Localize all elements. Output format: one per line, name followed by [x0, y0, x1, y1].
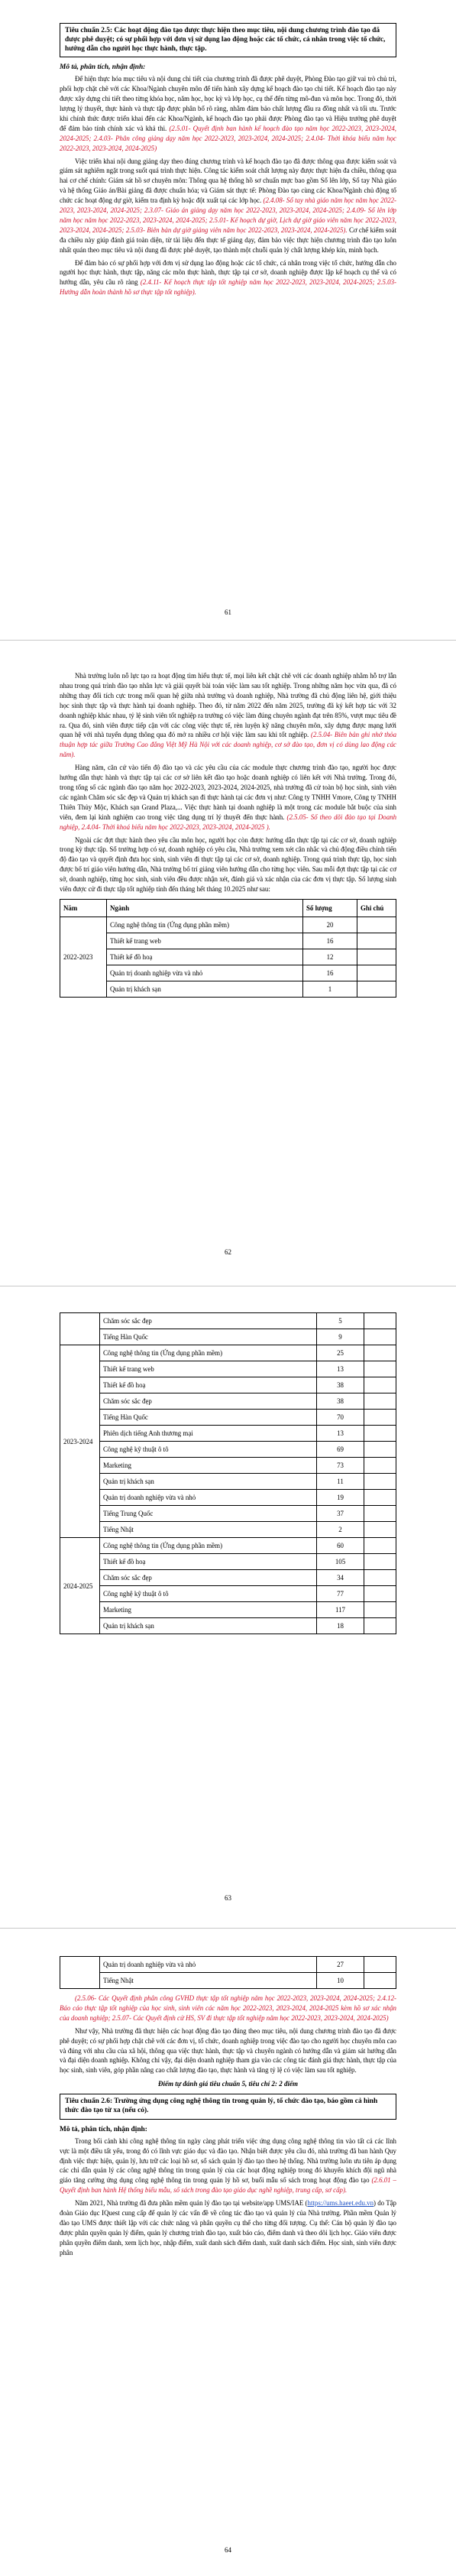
count-cell: 34 — [317, 1570, 364, 1586]
major-cell: Thiết kế trang web — [107, 933, 303, 949]
year-cell: 2023-2024 — [60, 1345, 100, 1538]
major-cell: Công nghệ thông tin (Ứng dụng phần mềm) — [100, 1538, 317, 1554]
major-cell: Tiếng Hàn Quốc — [100, 1329, 317, 1345]
count-cell: 16 — [303, 965, 357, 981]
count-cell: 77 — [317, 1586, 364, 1602]
page-number: 64 — [225, 2546, 231, 2554]
count-cell: 16 — [303, 933, 357, 949]
count-cell: 25 — [317, 1345, 364, 1361]
evidence-citation: (2.6.01 – Quyết định ban hành Hệ thống biểu mẫu, số sách trong đào tạo giáo dục nghề nghiệp, trung cấp, sơ cấp). — [60, 2176, 396, 2195]
major-cell: Chăm sóc sắc đẹp — [100, 1393, 317, 1410]
major-cell: Quản trị doanh nghiệp vừa và nhỏ — [100, 1957, 317, 1973]
ums-website-link[interactable]: https://ums.haeet.edu.vn — [307, 2199, 374, 2208]
count-cell: 5 — [317, 1313, 364, 1329]
note-cell — [364, 1957, 396, 1973]
column-header-year: Năm — [60, 899, 107, 917]
year-cell: 2024-2025 — [60, 1538, 100, 1634]
note-cell — [364, 1377, 396, 1393]
count-cell: 73 — [317, 1458, 364, 1474]
column-header-count: Số lượng — [303, 899, 357, 917]
major-cell: Công nghệ thông tin (Ứng dụng phần mềm) — [100, 1345, 317, 1361]
evidence-citation: (2.4.08- Sổ tay nhà giáo năm học năm học 2022-2023, 2023-2024, 2024-2025; 2.3.07- Giáo án giảng dạy năm học 2022-2023, 2023-2024, 2024-2025; 2.4.09- Sổ lên lớp năm học năm học 2022-2023, 2023-2024, 2024-2025; 2.5.01- Kế hoạch dự giờ, Lịch dự giờ giáo viên năm học 2022-2023, 2023-2024, 2024-2025; 2.5.03- Biên bản dự giờ giảng viên năm học 2022-2023, 2023-2024, 2024-2025). — [60, 196, 396, 234]
table-row — [60, 1474, 396, 1490]
table-row — [60, 1329, 396, 1345]
major-cell: Tiếng Trung Quốc — [100, 1506, 317, 1522]
count-cell: 9 — [317, 1329, 364, 1345]
criterion-2-6-title: Tiêu chuẩn 2.6: Trường ứng dụng công nghệ thông tin trong quản lý, tổ chức đào tạo, báo gồm cả hình thức đào tạo từ xa (nếu có). — [60, 2094, 396, 2120]
count-cell: 69 — [317, 1442, 364, 1458]
page-63 — [0, 1286, 456, 1928]
paragraph: Như vậy, Nhà trường đã thực hiện các hoạt động đào tạo đúng theo mục tiêu, nội dung chương trình đào tạo đã được phê duyệt; có sự phối hợp chặt chẽ với các đơn vị, tổ chức, doanh nghiệp trong việc đào tạo cho người học chuyên môn cao và đúng với nhu cầu của xã hội, thông qua việc thực hành, thực tập và chuyên ngành có hướng dẫn và giám sát hướng dẫn và đại diện doanh nghiệp. Không chỉ vậy, đại diện doanh nghiệp tham gia vào các công tác đánh giá thực hành, thực tập của học sinh, sinh viên, góp phần nâng cao chất lượng đào tạo, thực hành và tăng tỷ lệ có việc làm sau tốt nghiệp. — [60, 2026, 396, 2075]
note-cell — [364, 1393, 396, 1410]
page-number: 62 — [225, 1248, 231, 1256]
year-cell — [60, 1313, 100, 1345]
major-cell: Marketing — [100, 1458, 317, 1474]
note-cell — [364, 1313, 396, 1329]
major-cell: Công nghệ kỹ thuật ô tô — [100, 1442, 317, 1458]
paragraph: Trong bối cảnh khi công nghệ thông tin ngày càng phát triển việc ứng dụng công nghệ thông tin vào tất cả các lĩnh vực là một điều tất yếu, trong đó có lĩnh vực giáo dục và đào tạo. Nhận biết được yêu cầu đó, nhà trường đã ban hành Quy định việc thực hiện, quản lý, lưu trữ các loại hồ sơ, sổ sách quản lý đào tạo theo hệ thống. Nhà trường luôn ưu tiên áp dụng các chỉ dẫn quản lý các công nghệ thông tin trong quản lý của các hoạt động nghiệp trong đó khuyến khích đội ngũ nhà giáo tăng cường ứng dụng công nghệ thông tin trong quản lý hồ sơ, buổi mẫu số sách trong hoạt động đào tạo (2.6.01 – Quyết định ban hành Hệ thống biểu mẫu, số sách trong đào tạo giáo dục nghề nghiệp, trung cấp, sơ cấp). — [60, 2136, 396, 2195]
note-cell — [364, 1506, 396, 1522]
evidence-citation: (2.5.06- Các Quyết định phân công GVHD thực tập tốt nghiệp năm học 2022-2023, 2023-2024, 2024-2025; 2.4.12- Báo cáo thực tập tốt nghiệp của học sinh, sinh viên các năm học 2022-2023, 2023-2024, 2024-2025 kèm hồ sơ xác nhận của doanh nghiệp; 2.5.07- Các Quyết định cử HS, SV đi thực tập tốt nghiệp năm học 2022-2023, 2023-2024, 2024-2025) — [60, 1994, 396, 2022]
internship-count-table-continued — [60, 1956, 396, 1989]
table-row — [60, 1393, 396, 1410]
note-cell — [357, 965, 396, 981]
table-row — [60, 1361, 396, 1377]
self-assessment-score: Điểm tự đánh giá tiêu chuẩn 5, tiêu chí 2: 2 điểm — [158, 2080, 298, 2088]
table-row — [60, 1345, 396, 1361]
analysis-subheading: Mô tả, phân tích, nhận định: — [60, 63, 146, 72]
column-header-major: Ngành — [107, 899, 303, 917]
count-cell: 12 — [303, 949, 357, 965]
page-61 — [0, 0, 456, 640]
table-row — [60, 1490, 396, 1506]
note-cell — [364, 1361, 396, 1377]
table-row — [60, 965, 396, 981]
major-cell: Quản trị khách sạn — [100, 1474, 317, 1490]
count-cell: 13 — [317, 1426, 364, 1442]
count-cell: 1 — [303, 981, 357, 997]
note-cell — [364, 1458, 396, 1474]
paragraph: Năm 2021, Nhà trường đã đưa phần mềm quản lý đào tạo tại website/app UMS/IAE (https://ums.haeet.edu.vn) do Tập đoàn Giáo dục IQuest cung cấp để quản lý các vấn đề về công tác đào tạo và quản lý của Nhà trường. Phần mềm Quản lý đào tạo UMS được thiết lập với các chức năng và phân quyền cụ thể cho từng đối tượng. Cụ thể: Cán bộ quản lý đào tạo được phân quyền quản lý điểm, quản lý chương trình đào tạo, xuất báo cáo, điểm danh và theo dõi lịch học. Giáo viên được phân quyền điểm danh, xem lịch học, nhập điểm, xuất danh sách điểm danh, xuất danh sách điểm. Học sinh, sinh viên được phân — [60, 2199, 396, 2256]
major-cell: Công nghệ kỹ thuật ô tô — [100, 1586, 317, 1602]
major-cell: Quản trị doanh nghiệp vừa và nhỏ — [107, 965, 303, 981]
count-cell: 38 — [317, 1393, 364, 1410]
table-row — [60, 1506, 396, 1522]
criterion-2-5-title: Tiêu chuẩn 2.5: Các hoạt động đào tạo được thực hiện theo mục tiêu, nội dung chương trình đào tạo đã được phê duyệt; có sự phối hợp với đơn vị sử dụng lao động hoặc các tổ chức, cá nhân trong việc tổ chức, hướng dẫn cho người học thực hành, thực tập. — [60, 23, 396, 57]
count-cell: 105 — [317, 1554, 364, 1570]
major-cell: Chăm sóc sắc đẹp — [100, 1570, 317, 1586]
table-row — [60, 1458, 396, 1474]
page-64 — [0, 1928, 456, 2576]
note-cell — [364, 1602, 396, 1618]
note-cell — [364, 1973, 396, 1989]
note-cell — [364, 1538, 396, 1554]
count-cell: 19 — [317, 1490, 364, 1506]
table-row — [60, 1602, 396, 1618]
table-row — [60, 1538, 396, 1554]
paragraph: Nhà trường luôn nỗ lực tạo ra hoạt động tìm hiểu thực tế, mọi liên kết chặt chẽ với các doanh nghiệp nhằm hỗ trợ lẫn nhau trong quá trình đào tạo nhân lực và giải quyết bài toán việc làm sau tốt nghiệp. Trong những năm học vừa qua, đã có những thay đổi tích cực trong mối quan hệ giữa nhà trường và doanh nghiệp, Nhà trường đã chủ động liên hệ, giới thiệu học sinh thực tập và thực hành tại doanh nghiệp. Theo đó, từ năm 2022 đến năm 2025, trường đã ký kết hợp tác với 32 doanh nghiệp khác nhau, tỷ lệ sinh viên tốt nghiệp ra trường có việc làm đúng chuyên ngành đạt trên 85%, vượt mục tiêu đề ra. Qua đó, sinh viên được tiếp cận với các công việc thực tế, rèn luyện kỹ năng chuyên môn, xây dựng được mạng lưới quan hệ với nhà tuyển dụng thông qua đó mở ra nhiều cơ hội việc làm sau khi tốt nghiệp. (2.5.04- Biên bản ghi nhớ thỏa thuận hợp tác giữa Trường Cao đẳng Việt Mỹ Hà Nội với các doanh nghiệp, cơ sở đào tạo, đơn vị có dùng lao động các năm). — [60, 672, 397, 759]
count-cell: 37 — [317, 1506, 364, 1522]
table-row — [60, 1957, 396, 1973]
analysis-subheading: Mô tả, phân tích, nhận định: — [60, 2125, 147, 2133]
note-cell — [364, 1618, 396, 1634]
count-cell: 18 — [317, 1618, 364, 1634]
column-header-note: Ghi chú — [357, 899, 396, 917]
table-row — [60, 1426, 396, 1442]
evidence-citation: (2.4.11- Kế hoạch thực tập tốt nghiệp năm học 2022-2023, 2023-2024, 2024-2025; 2.5.03- Hướng dẫn hoàn thành hồ sơ thực tập tốt nghiệp). — [60, 278, 396, 297]
table-row — [60, 1570, 396, 1586]
table-row — [60, 1554, 396, 1570]
major-cell: Thiết kế đồ hoạ — [107, 949, 303, 965]
paragraph: Để đảm bảo có sự phối hợp với đơn vị sử dụng lao động hoặc các tổ chức, cá nhân trong việc tổ chức, hướng dẫn cho người học thực hành, thực tập, năng các môn thực hành, thực tập tại cơ sở, doanh nghiệp được lập kế hoạch cụ thể và có hướng dẫn, yêu cầu rõ ràng (2.4.11- Kế hoạch thực tập tốt nghiệp năm học 2022-2023, 2023-2024, 2024-2025; 2.5.03- Hướng dẫn hoàn thành hồ sơ thực tập tốt nghiệp). — [60, 258, 396, 297]
paragraph: Hàng năm, căn cứ vào tiến độ đào tạo và các yêu cầu của các module thực chương trình đào tạo, người học được hướng dẫn thực hành và thực tập tại các cơ sở liên kết đào tạo hoặc doanh nghiệp có liên kết với Nhà trường. Trong đó, trong tổng số các ngành đào tạo năm học 2022-2023, 2023-2024, 2024-2025, nhà trường đã cử toàn bộ học sinh, sinh viên các ngành Chăm sóc sắc đẹp và Quản trị khách sạn đi thực hành tại các đơn vị như: Công ty TNHH Vmore, Công ty TNHH Thiên Thủy Mộc, Khách sạn Grand Plaza,... Việc thực hành tại doanh nghiệp là một trong các module bắt buộc của sinh viên, đem lại kinh nghiệm cao trong việc tăng dụng trí lý thuyết đến thực hành. (2.5.05- Số theo dõi đào tạo tại Doanh nghiệp, 2.4.04- Thời khoá biểu năm học 2022-2023, 2023-2024, 2024-2025 ). — [60, 764, 397, 831]
major-cell: Tiếng Nhật — [100, 1522, 317, 1538]
count-cell: 27 — [317, 1957, 364, 1973]
internship-count-table — [60, 899, 396, 998]
table-row — [60, 1973, 396, 1989]
major-cell: Marketing — [100, 1602, 317, 1618]
table-row — [60, 949, 396, 965]
year-cell: 2022-2023 — [60, 917, 107, 997]
page-number: 61 — [225, 608, 231, 616]
count-cell: 2 — [317, 1522, 364, 1538]
count-cell: 13 — [317, 1361, 364, 1377]
table-row — [60, 1522, 396, 1538]
major-cell: Tiếng Hàn Quốc — [100, 1410, 317, 1426]
major-cell: Thiết kế trang web — [100, 1361, 317, 1377]
page-number: 63 — [225, 1894, 231, 1902]
note-cell — [364, 1474, 396, 1490]
major-cell: Quản trị khách sạn — [100, 1618, 317, 1634]
major-cell: Thiết kế đồ hoạ — [100, 1554, 317, 1570]
note-cell — [357, 917, 396, 933]
table-row — [60, 1313, 396, 1329]
paragraph: Việc triển khai nội dung giảng dạy theo đúng chương trình và kế hoạch đào tạo đã được thông qua được kiểm soát và giám sát nghiêm ngặt trong suốt quá trình thực hiện. Công tác kiểm soát chất lượng này được thực hiện đa chiều, thông qua hai cơ chế chính: Giám sát hồ sơ chuyên môn: Thông qua hệ thống hồ sơ chuẩn mực bao gồm Sổ lên lớp, Sổ tay Nhà giáo và hệ thống Giáo án/Bài giảng đã được chuẩn hóa; và Giám sát thực tế: Phòng Đào tạo cùng các Khoa/Ngành chủ động tổ chức các hoạt động dự giờ, kiểm tra định kỳ hoặc đột xuất tại các lớp học. (2.4.08- Sổ tay nhà giáo năm học năm học 2022-2023, 2023-2024, 2024-2025; 2.3.07- Giáo án giảng dạy năm học 2022-2023, 2023-2024, 2024-2025; 2.4.09- Sổ lên lớp năm học năm học 2022-2023, 2023-2024, 2024-2025; 2.5.01- Kế hoạch dự giờ, Lịch dự giờ giáo viên năm học 2022-2023, 2023-2024, 2024-2025; 2.5.03- Biên bản dự giờ giảng viên năm học 2022-2023, 2023-2024, 2024-2025). Cơ chế kiểm soát đa chiều này giúp đánh giá toàn diện, từ tài liệu đến thực tế giảng dạy, đảm bảo việc thực hiện chương trình đào tạo luôn nhất quán theo mục tiêu và nội dung đã được phê duyệt, tạo thành một chuỗi quản lý chất lượng khép kín, minh bạch. — [60, 157, 397, 254]
major-cell: Tiếng Nhật — [100, 1973, 317, 1989]
table-row — [60, 917, 396, 933]
note-cell — [364, 1554, 396, 1570]
note-cell — [364, 1410, 396, 1426]
evidence-citation: (2.5.05- Số theo dõi đào tạo tại Doanh nghiệp, 2.4.04- Thời khoá biểu năm học 2022-2023, 2023-2024, 2024-2025 ). — [60, 813, 397, 831]
table-row — [60, 1586, 396, 1602]
paragraph: Để hiện thực hóa mục tiêu và nội dung chi tiết của chương trình đã được phê duyệt, Phòng Đào tạo giữ vai trò chủ trì, phối hợp chặt chẽ với các Khoa/Ngành chuyên môn để tiến hành xây dựng kế hoạch đào tạo chi tiết. Kế hoạch đào tạo này được xây dựng chi tiết theo từng khóa học, năm học, học kỳ và lớp học, cụ thể đến từng mô-đun và môn học. Trong đó, thời lượng lý thuyết, thực hành và thực tập được phân bổ rõ ràng, nhằm đảm bảo chất lượng đầu ra đồng nhất và tối ưu. Trước khi chính thức được triển khai đến các Khoa/Ngành, kế hoạch đào tạo phải được Phòng đào tạo và Hiệu trưởng phê duyệt để đảm bảo tính chính xác và khả thi. (2.5.01- Quyết định ban hành kế hoạch đào tạo năm học 2022-2023, 2023-2024, 2024-2025; 2.4.03- Phân công giảng dạy năm học 2022-2023, 2023-2024, 2024-2025; 2.4.04- Thời khóa biểu năm học 2022-2023, 2023-2024, 2024-2025) — [60, 75, 397, 152]
note-cell — [364, 1586, 396, 1602]
page-62 — [0, 640, 456, 1286]
count-cell: 20 — [303, 917, 357, 933]
table-row — [60, 1410, 396, 1426]
count-cell: 60 — [317, 1538, 364, 1554]
table-row — [60, 1618, 396, 1634]
count-cell: 117 — [317, 1602, 364, 1618]
count-cell: 70 — [317, 1410, 364, 1426]
paragraph — [60, 1994, 396, 2023]
evidence-citation: (2.5.01- Quyết định ban hành kế hoạch đào tạo năm học 2022-2023, 2023-2024, 2024-2025; 2.4.03- Phân công giảng dạy năm học 2022-2023, 2023-2024, 2024-2025; 2.4.04- Thời khóa biểu năm học 2022-2023, 2023-2024, 2024-2025) — [60, 124, 397, 152]
note-cell — [364, 1570, 396, 1586]
count-cell: 38 — [317, 1377, 364, 1393]
count-cell: 10 — [317, 1973, 364, 1989]
major-cell: Quản trị doanh nghiệp vừa và nhỏ — [100, 1490, 317, 1506]
note-cell — [364, 1426, 396, 1442]
evidence-citation: (2.5.04- Biên bản ghi nhớ thỏa thuận hợp tác giữa Trường Cao đẳng Việt Mỹ Hà Nội với các doanh nghiệp, cơ sở đào tạo, đơn vị có dùng lao động các năm). — [60, 731, 397, 759]
note-cell — [357, 933, 396, 949]
table-row — [60, 1442, 396, 1458]
table-row — [60, 1377, 396, 1393]
note-cell — [364, 1522, 396, 1538]
note-cell — [364, 1345, 396, 1361]
paragraph: Ngoài các đợt thực hành theo yêu cầu môn học, người học còn được hướng dẫn thực tập tại các cơ sở, doanh nghiệp trong kỳ thực tập. Sổ trường hợp có sự, doanh nghiệp có yêu cầu, Nhà trường xem xét cân nhắc và chủ động điều chỉnh tiến độ đào tạo và quyết định đưa học sinh, sinh viên đi thực tập tại các cơ sở, doanh nghiệp. Trong quá trình thực tập, học sinh được bố trí giáo viên hướng dẫn, Nhà trường bố trí giảng viên hướng dẫn cho từng học viên. Sau mỗi đợt thực tập tại các cơ sở, doanh nghiệp, từng học sinh, sinh viên đều được nhận xét, đánh giá và xác nhận của các đơn vị thực tập. Số lượng sinh viên được cử đi thực tập tốt nghiệp tính đến tháng hết tháng 10.2025 như sau: — [60, 835, 396, 894]
major-cell: Phiên dịch tiếng Anh thương mại — [100, 1426, 317, 1442]
internship-count-table-continued — [60, 1312, 396, 1634]
count-cell: 11 — [317, 1474, 364, 1490]
note-cell — [364, 1329, 396, 1345]
major-cell: Thiết kế đồ hoạ — [100, 1377, 317, 1393]
table-row — [60, 933, 396, 949]
note-cell — [364, 1442, 396, 1458]
major-cell: Công nghệ thông tin (Ứng dụng phần mềm) — [107, 917, 303, 933]
year-cell — [60, 1957, 100, 1989]
major-cell: Chăm sóc sắc đẹp — [100, 1313, 317, 1329]
note-cell — [357, 981, 396, 997]
note-cell — [357, 949, 396, 965]
major-cell: Quản trị khách sạn — [107, 981, 303, 997]
table-row — [60, 981, 396, 997]
note-cell — [364, 1490, 396, 1506]
table-header-row — [60, 899, 396, 917]
